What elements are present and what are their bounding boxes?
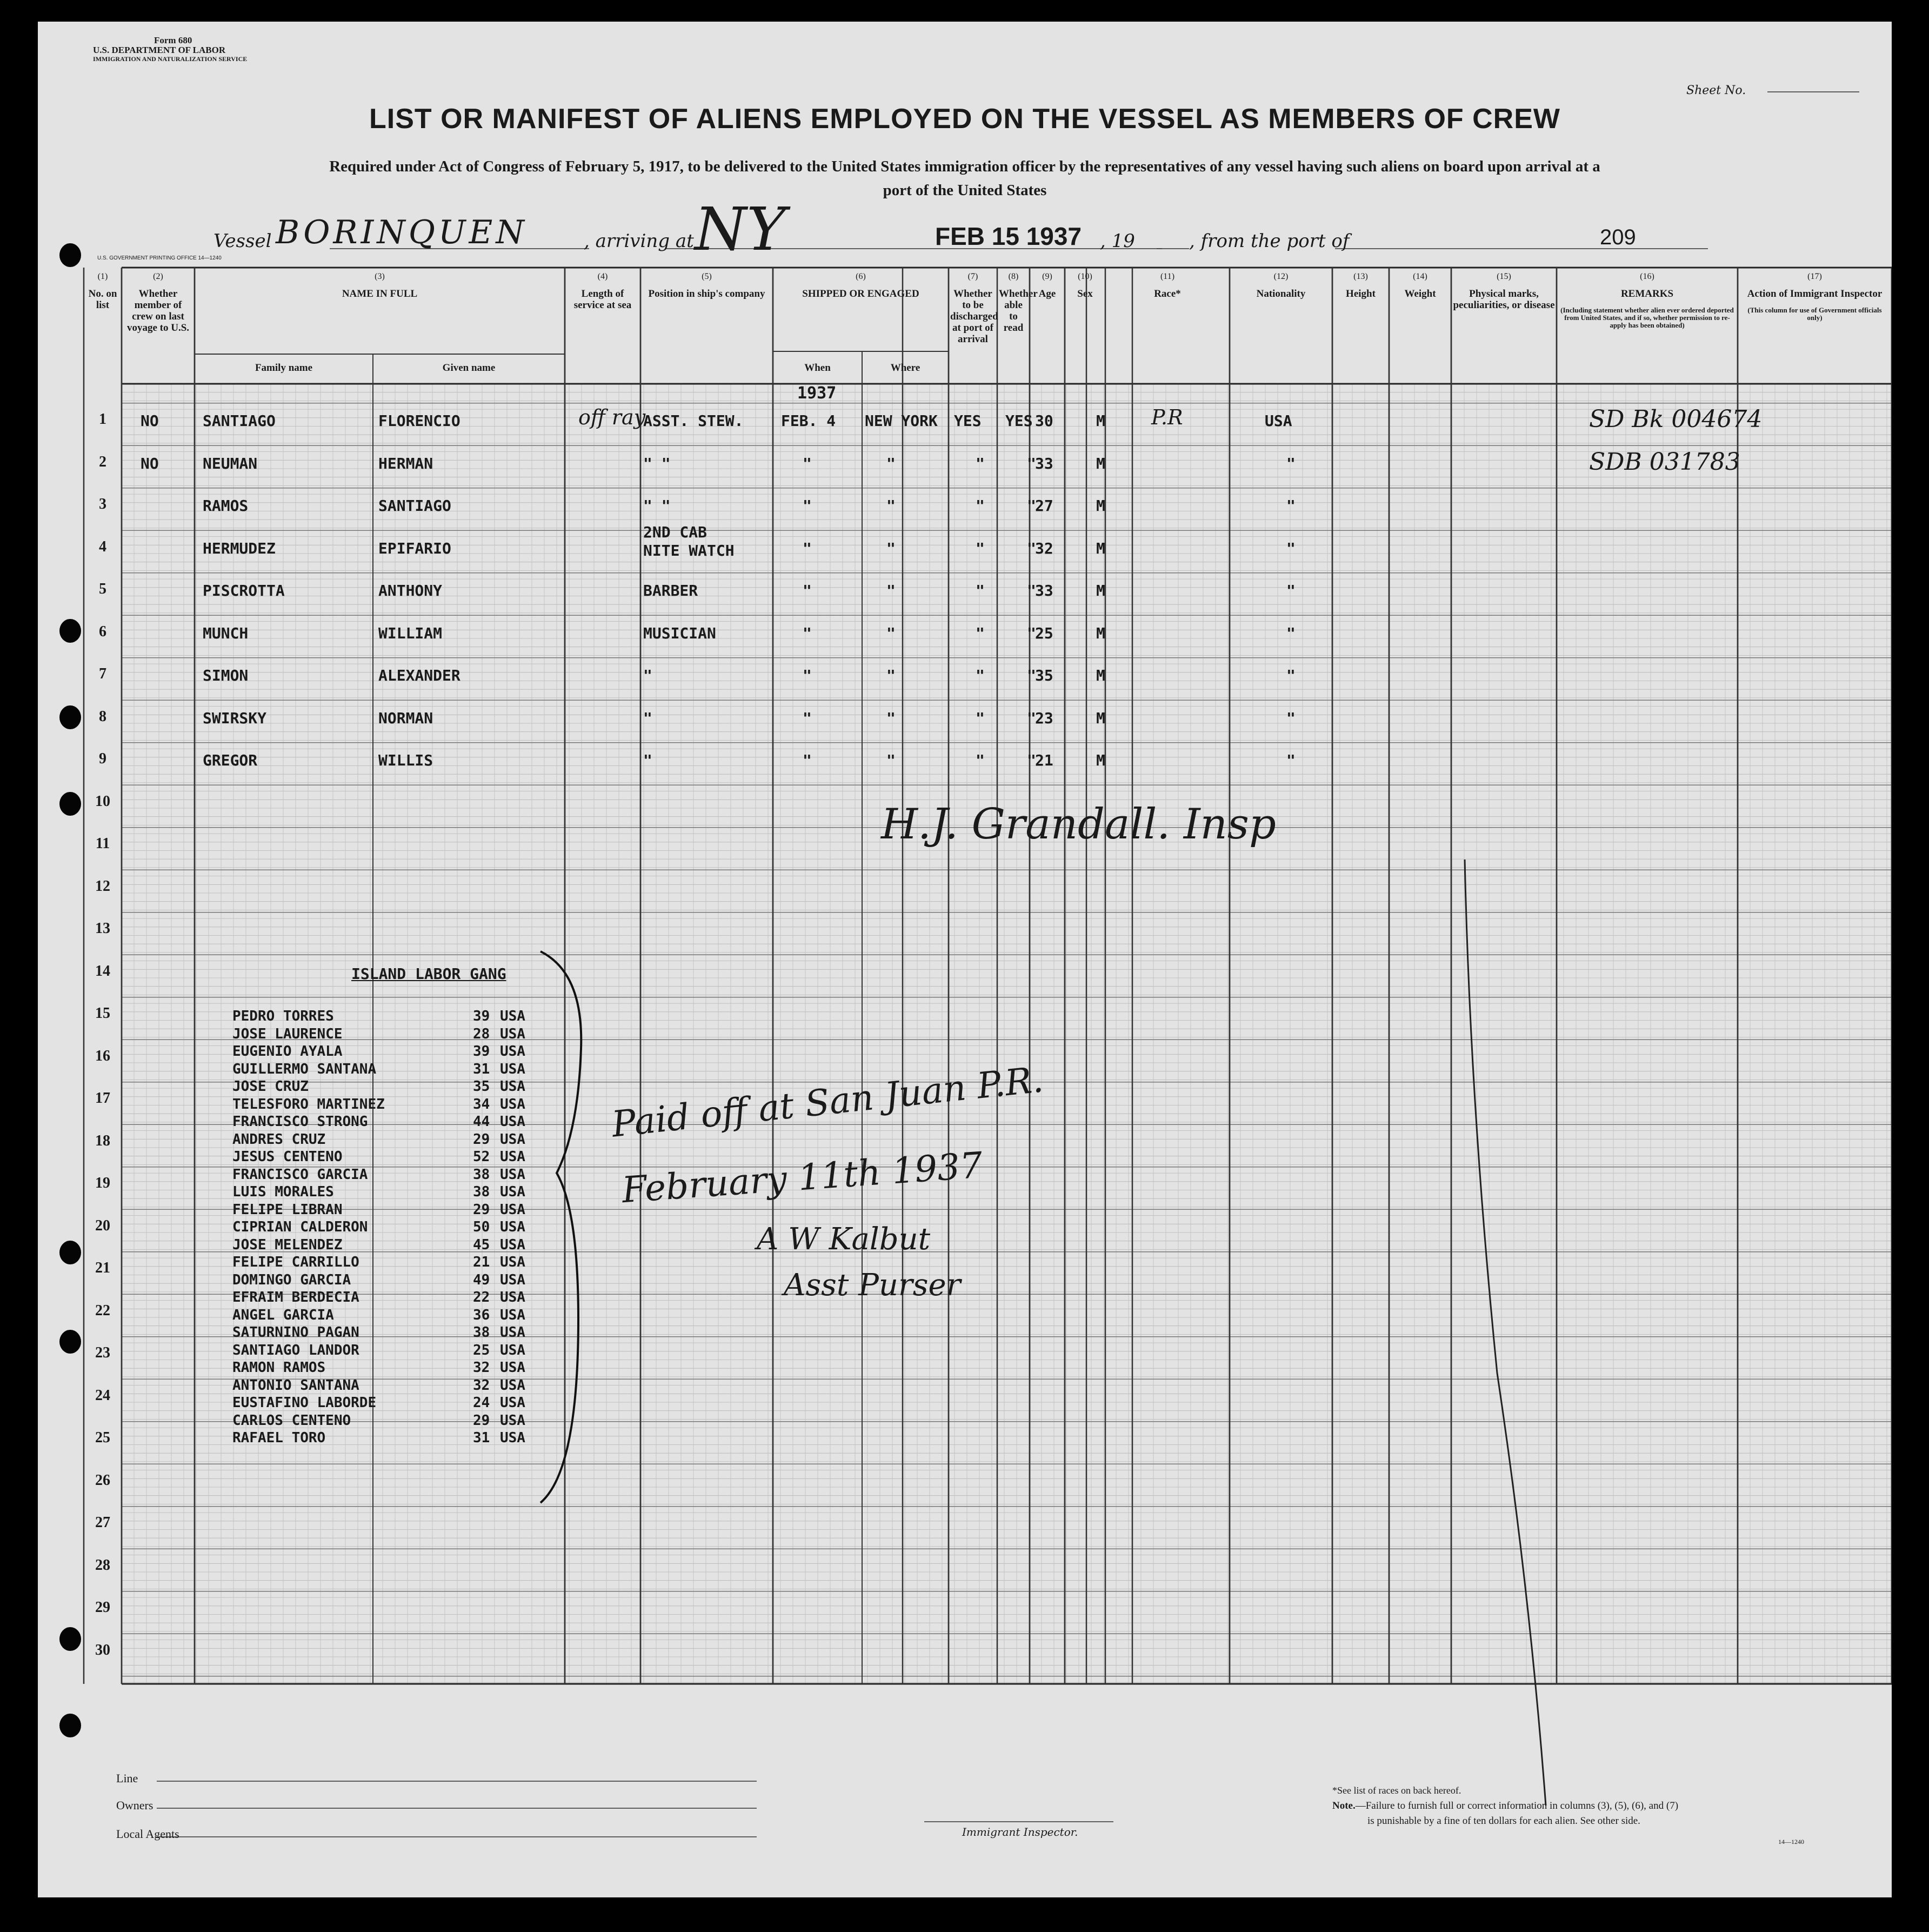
crew-nationality: " — [1286, 539, 1296, 557]
crew-discharged: " — [976, 751, 985, 769]
crew-read: " — [1027, 667, 1036, 684]
crew-nationality: " — [1286, 751, 1296, 769]
crew-family: SWIRSKY — [203, 709, 267, 727]
crew-read: " — [1027, 539, 1036, 557]
gang-member-name: FELIPE LIBRAN — [232, 1201, 343, 1218]
column-note: (This column for use of Government officials only) — [1747, 306, 1882, 322]
gang-member-name: JESUS CENTENO — [232, 1149, 343, 1165]
crew-sex: M — [1096, 582, 1105, 599]
crew-family: SIMON — [203, 667, 249, 684]
gang-member-name: LUIS MORALES — [232, 1184, 334, 1200]
row-number: 20 — [95, 1217, 110, 1234]
form-subtitle-line1: Required under Act of Congress of February 5, 1917, to be delivered to the United States immigration officer by the representatives of any vessel having such aliens on board upon arrival at a — [329, 158, 1600, 175]
gang-member-nationality: USA — [500, 1201, 525, 1218]
footer-note-label: Note. — [1332, 1800, 1356, 1811]
crew-nationality: " — [1286, 454, 1296, 472]
footer-note — [1332, 1800, 1678, 1812]
punch-hole — [59, 1330, 81, 1354]
gang-member-nationality: USA — [500, 1061, 525, 1077]
column-subheader: Family name — [255, 362, 313, 374]
form-number: Form 680 — [154, 35, 192, 45]
inspector-signature: H.J. Grandall. Insp — [881, 800, 1276, 849]
column-header: Race* — [1154, 288, 1181, 299]
crew-when: " — [803, 667, 812, 684]
crew-when: " — [803, 497, 812, 515]
gang-member-age: 52 — [473, 1149, 490, 1165]
gang-member-name: ANDRES CRUZ — [232, 1131, 326, 1148]
crew-family: NEUMAN — [203, 454, 258, 472]
crew-last-voyage: NO — [141, 412, 159, 430]
gang-member-name: RAFAEL TORO — [232, 1430, 326, 1446]
paid-note-signature: A W Kalbut — [757, 1222, 931, 1257]
crew-when: FEB. 4 — [781, 412, 836, 430]
footer-note-text: —Failure to furnish full or correct information in columns (3), (5), (6), and (7) — [1355, 1800, 1679, 1811]
crew-position: " — [643, 709, 652, 727]
gang-member-name: JOSE CRUZ — [232, 1078, 309, 1095]
gang-member-age: 29 — [473, 1412, 490, 1429]
gang-member-age: 22 — [473, 1289, 490, 1305]
vessel-name: BORINQUEN — [276, 214, 528, 251]
crew-position: " — [643, 751, 652, 769]
row-number: 24 — [95, 1387, 110, 1404]
gang-member-nationality: USA — [500, 1412, 525, 1429]
gang-member-nationality: USA — [500, 1166, 525, 1183]
crew-when: " — [803, 454, 812, 472]
crew-family: RAMOS — [203, 497, 249, 515]
row-number: 30 — [95, 1641, 110, 1658]
gang-member-age: 38 — [473, 1166, 490, 1183]
column-header: Sex — [1077, 288, 1093, 299]
paid-note-title: Asst Purser — [784, 1268, 961, 1303]
crew-given: ALEXANDER — [378, 667, 460, 684]
crew-discharged: YES — [954, 412, 982, 430]
punch-hole — [59, 243, 81, 267]
gang-member-age: 29 — [473, 1131, 490, 1148]
crew-read: " — [1027, 624, 1036, 642]
gang-member-name: DOMINGO GARCIA — [232, 1271, 351, 1288]
gang-member-name: CIPRIAN CALDERON — [232, 1219, 368, 1235]
column-number: (6) — [856, 272, 866, 281]
crew-when: " — [803, 539, 812, 557]
crew-position: MUSICIAN — [643, 624, 716, 642]
gang-member-name: SANTIAGO LANDOR — [232, 1342, 359, 1358]
crew-remarks: SDB 031783 — [1589, 448, 1740, 476]
column-header: Action of Immigrant Inspector — [1747, 288, 1883, 299]
crew-family: GREGOR — [203, 751, 258, 769]
gang-member-age: 39 — [473, 1043, 490, 1060]
punch-hole — [59, 705, 81, 729]
crew-read: " — [1027, 751, 1036, 769]
punch-hole — [59, 1627, 81, 1651]
gang-member-age: 24 — [473, 1395, 490, 1411]
column-subheader: Given name — [442, 362, 496, 374]
crew-discharged: " — [976, 667, 985, 684]
crew-where: " — [886, 624, 896, 642]
gang-member-nationality: USA — [500, 1307, 525, 1323]
crew-sex: M — [1096, 497, 1105, 515]
arriving-label: , arriving at — [584, 230, 694, 252]
column-header: REMARKS — [1620, 288, 1674, 299]
manifest-sheet — [38, 22, 1892, 1897]
column-header: Nationality — [1256, 288, 1306, 299]
row-number: 3 — [99, 496, 106, 512]
crew-sex: M — [1096, 667, 1105, 684]
gang-member-name: ANTONIO SANTANA — [232, 1377, 359, 1394]
row-number: 23 — [95, 1344, 110, 1361]
gang-member-age: 38 — [473, 1184, 490, 1200]
island-gang-title: ISLAND LABOR GANG — [351, 965, 506, 983]
crew-when: " — [803, 751, 812, 769]
row-number: 1 — [99, 411, 106, 428]
column-number: (2) — [153, 272, 163, 281]
crew-nationality: " — [1286, 709, 1296, 727]
gang-member-age: 31 — [473, 1430, 490, 1446]
crew-age: 32 — [1035, 539, 1053, 557]
column-subheader: When — [804, 362, 831, 374]
column-header: SHIPPED OR ENGAGED — [802, 288, 919, 299]
gang-member-name: ANGEL GARCIA — [232, 1307, 334, 1323]
footer-note-text2: is punishable by a fine of ten dollars for each alien. See other side. — [1367, 1815, 1640, 1827]
column-number: (1) — [97, 272, 108, 281]
crew-when: " — [803, 624, 812, 642]
crew-age: 30 — [1035, 412, 1053, 430]
crew-given: NORMAN — [378, 709, 433, 727]
column-header: Height — [1346, 288, 1376, 299]
row-number: 17 — [95, 1090, 110, 1107]
gang-member-name: CARLOS CENTENO — [232, 1412, 351, 1429]
paid-note-line2: February 11th 1937 — [620, 1144, 984, 1211]
gang-member-nationality: USA — [500, 1114, 525, 1130]
column-header: Physical marks, peculiarities, or disease — [1453, 288, 1555, 311]
row-number: 16 — [95, 1047, 110, 1064]
crew-read: " — [1027, 709, 1036, 727]
row-number: 7 — [99, 665, 106, 682]
gang-member-age: 25 — [473, 1342, 490, 1358]
gang-member-name: EUSTAFINO LABORDE — [232, 1395, 377, 1411]
gang-member-nationality: USA — [500, 1184, 525, 1200]
crew-position: " — [643, 667, 652, 684]
gang-member-age: 49 — [473, 1271, 490, 1288]
crew-discharged: " — [976, 454, 985, 472]
row-number: 14 — [95, 962, 110, 980]
crew-given: WILLIS — [378, 751, 433, 769]
column-header: Age — [1038, 288, 1056, 299]
crew-family: HERMUDEZ — [203, 539, 276, 557]
row-number: 4 — [99, 538, 106, 555]
gang-member-name: GUILLERMO SANTANA — [232, 1061, 377, 1077]
gang-member-age: 34 — [473, 1096, 490, 1112]
crew-age: 33 — [1035, 582, 1053, 599]
column-number: (4) — [597, 272, 608, 281]
crew-discharged: " — [976, 709, 985, 727]
shipped-year: 1937 — [797, 384, 837, 403]
gang-member-age: 21 — [473, 1254, 490, 1270]
footer-owners-label: Owners — [116, 1798, 153, 1812]
crew-service: off ray — [578, 405, 646, 429]
row-number: 18 — [95, 1132, 110, 1149]
gang-member-age: 50 — [473, 1219, 490, 1235]
crew-age: 21 — [1035, 751, 1053, 769]
crew-family: PISCROTTA — [203, 582, 285, 599]
gang-member-nationality: USA — [500, 1236, 525, 1253]
gang-member-nationality: USA — [500, 1430, 525, 1446]
crew-position: 2ND CAB NITE WATCH — [643, 523, 735, 559]
department-label: U.S. DEPARTMENT OF LABOR — [93, 45, 226, 55]
footer-agents-label: Local Agents — [116, 1827, 179, 1841]
crew-where: NEW YORK — [865, 412, 938, 430]
gang-member-nationality: USA — [500, 1342, 525, 1358]
crew-sex: M — [1096, 751, 1105, 769]
crew-read: " — [1027, 454, 1036, 472]
row-number: 27 — [95, 1514, 110, 1531]
column-number: (13) — [1353, 272, 1368, 281]
bracket-icon — [38, 22, 1892, 1897]
crew-discharged: " — [976, 582, 985, 599]
row-number: 21 — [95, 1260, 110, 1276]
column-header: Whether member of crew on last voyage to U.S. — [126, 288, 190, 334]
crew-given: ANTHONY — [378, 582, 443, 599]
punch-hole — [59, 792, 81, 816]
gang-member-nationality: USA — [500, 1096, 525, 1112]
date-stamp: FEB 15 1937 — [935, 222, 1082, 250]
service-label: IMMIGRATION AND NATURALIZATION SERVICE — [93, 55, 248, 63]
crew-where: " — [886, 539, 896, 557]
footer-races-note: *See list of races on back hereof. — [1332, 1785, 1461, 1796]
crew-age: 23 — [1035, 709, 1053, 727]
printer-note: U.S. GOVERNMENT PRINTING OFFICE 14—1240 — [97, 255, 222, 261]
row-number: 8 — [99, 708, 106, 725]
crew-age: 27 — [1035, 497, 1053, 515]
crew-remarks: SD Bk 004674 — [1589, 405, 1763, 433]
gang-member-age: 44 — [473, 1114, 490, 1130]
gang-member-name: PEDRO TORRES — [232, 1008, 334, 1024]
crew-nationality: " — [1286, 582, 1296, 599]
row-number: 13 — [95, 920, 110, 937]
gang-member-name: SATURNINO PAGAN — [232, 1324, 359, 1341]
crew-nationality: " — [1286, 624, 1296, 642]
crew-family: SANTIAGO — [203, 412, 276, 430]
row-number: 26 — [95, 1471, 110, 1489]
column-number: (11) — [1160, 272, 1175, 281]
gang-member-age: 39 — [473, 1008, 490, 1024]
gang-member-age: 45 — [473, 1236, 490, 1253]
crew-read: " — [1027, 582, 1036, 599]
gang-member-age: 38 — [473, 1324, 490, 1341]
column-number: (16) — [1640, 272, 1654, 281]
footer-inspector-label: Immigrant Inspector. — [962, 1826, 1078, 1838]
crew-where: " — [886, 497, 896, 515]
gang-member-nationality: USA — [500, 1149, 525, 1165]
column-number: (8) — [1008, 272, 1019, 281]
row-number: 6 — [99, 623, 106, 640]
gang-member-name: JOSE MELENDEZ — [232, 1236, 343, 1253]
row-number: 12 — [95, 877, 110, 895]
gang-member-age: 32 — [473, 1377, 490, 1394]
crew-position: " " — [643, 497, 671, 515]
gang-member-nationality: USA — [500, 1008, 525, 1024]
column-number: (15) — [1497, 272, 1511, 281]
gang-member-age: 31 — [473, 1061, 490, 1077]
row-number: 2 — [99, 453, 106, 470]
punch-hole — [59, 1714, 81, 1737]
column-number: (7) — [967, 272, 978, 281]
column-number: (14) — [1413, 272, 1427, 281]
column-number: (12) — [1273, 272, 1289, 281]
crew-read: " — [1027, 497, 1036, 515]
gang-member-age: 29 — [473, 1201, 490, 1218]
row-number: 22 — [95, 1302, 110, 1319]
gang-member-nationality: USA — [500, 1254, 525, 1270]
gang-member-nationality: USA — [500, 1271, 525, 1288]
column-header: Position in ship's company — [648, 288, 765, 299]
row-number: 19 — [95, 1175, 110, 1191]
crew-discharged: " — [976, 624, 985, 642]
crew-nationality: " — [1286, 497, 1296, 515]
vessel-label: Vessel — [213, 230, 272, 252]
crew-read: YES — [1005, 412, 1033, 430]
gang-member-nationality: USA — [500, 1360, 525, 1376]
column-header: Whether able to read — [999, 288, 1038, 334]
column-header: Whether to be discharged at port of arrival — [950, 288, 998, 345]
gang-member-nationality: USA — [500, 1131, 525, 1148]
gang-member-nationality: USA — [500, 1289, 525, 1305]
gang-member-name: RAMON RAMOS — [232, 1360, 326, 1376]
crew-where: " — [886, 751, 896, 769]
row-number: 5 — [99, 581, 106, 597]
gang-member-name: TELESFORO MARTINEZ — [232, 1096, 385, 1112]
gang-member-nationality: USA — [500, 1025, 525, 1042]
gang-member-nationality: USA — [500, 1078, 525, 1095]
punch-hole — [59, 1241, 81, 1264]
crew-given: WILLIAM — [378, 624, 443, 642]
footer-line-label: Line — [116, 1771, 138, 1785]
crew-discharged: " — [976, 497, 985, 515]
gang-member-name: EUGENIO AYALA — [232, 1043, 343, 1060]
gang-member-nationality: USA — [500, 1219, 525, 1235]
punch-hole — [59, 619, 81, 643]
gang-member-nationality: USA — [500, 1395, 525, 1411]
row-number: 25 — [95, 1429, 110, 1446]
crew-given: FLORENCIO — [378, 412, 460, 430]
crew-when: " — [803, 709, 812, 727]
gang-member-age: 36 — [473, 1307, 490, 1323]
gang-member-nationality: USA — [500, 1377, 525, 1394]
column-header: No. on list — [88, 288, 117, 311]
crew-age: 35 — [1035, 667, 1053, 684]
crew-discharged: " — [976, 539, 985, 557]
sheet-number-label: Sheet No. — [1686, 84, 1746, 97]
gang-member-name: FELIPE CARRILLO — [232, 1254, 359, 1270]
row-number: 15 — [95, 1005, 110, 1022]
crew-where: " — [886, 582, 896, 599]
paid-note-line1: Paid off at San Juan P.R. — [610, 1058, 1045, 1145]
year-label: , 19 — [1100, 230, 1135, 252]
crew-sex: M — [1096, 709, 1105, 727]
row-number: 28 — [95, 1556, 110, 1574]
crew-sex: M — [1096, 539, 1105, 557]
row-number: 10 — [95, 792, 110, 810]
crew-position: " " — [643, 454, 671, 472]
crew-given: SANTIAGO — [378, 497, 451, 515]
gang-member-age: 32 — [473, 1360, 490, 1376]
gang-member-name: JOSE LAURENCE — [232, 1025, 343, 1042]
crew-given: EPIFARIO — [378, 539, 451, 557]
crew-family: MUNCH — [203, 624, 249, 642]
arriving-port: NY — [695, 195, 786, 264]
crew-where: " — [886, 667, 896, 684]
row-number: 11 — [95, 835, 110, 852]
crew-when: " — [803, 582, 812, 599]
gang-member-name: FRANCISCO GARCIA — [232, 1166, 368, 1183]
gang-member-age: 35 — [473, 1078, 490, 1095]
form-subtitle-line2: port of the United States — [883, 182, 1047, 199]
crew-age: 25 — [1035, 624, 1053, 642]
crew-sex: M — [1096, 454, 1105, 472]
crew-nationality: USA — [1265, 412, 1292, 430]
column-subheader: Where — [890, 362, 920, 374]
column-number: (17) — [1807, 272, 1822, 281]
gang-member-age: 28 — [473, 1025, 490, 1042]
column-number: (5) — [702, 272, 712, 281]
gang-member-name: EFRAIM BERDECIA — [232, 1289, 359, 1305]
crew-nationality: " — [1286, 667, 1296, 684]
column-number: (3) — [375, 272, 385, 281]
crew-last-voyage: NO — [141, 454, 159, 472]
gang-member-nationality: USA — [500, 1043, 525, 1060]
crew-race: P.R — [1151, 405, 1183, 429]
column-number: (9) — [1042, 272, 1052, 281]
footer-code: 14—1240 — [1778, 1838, 1804, 1846]
crew-age: 33 — [1035, 454, 1053, 472]
crew-position: ASST. STEW. — [643, 412, 744, 430]
crew-where: " — [886, 709, 896, 727]
row-number: 9 — [99, 750, 106, 767]
stamp-number: 209 — [1600, 225, 1636, 249]
crew-sex: M — [1096, 412, 1105, 430]
column-note: (Including statement whether alien ever ordered deported from United States, and if so, whether permission to re-apply has been obtained) — [1560, 306, 1734, 329]
column-header: Length of service at sea — [573, 288, 632, 311]
crew-position: BARBER — [643, 582, 698, 599]
column-header: Weight — [1404, 288, 1436, 299]
crew-given: HERMAN — [378, 454, 433, 472]
form-title: LIST OR MANIFEST OF ALIENS EMPLOYED ON THE VESSEL AS MEMBERS OF CREW — [369, 103, 1560, 135]
gang-member-name: FRANCISCO STRONG — [232, 1114, 368, 1130]
crew-sex: M — [1096, 624, 1105, 642]
crew-where: " — [886, 454, 896, 472]
from-port-label: , from the port of — [1189, 230, 1350, 252]
column-header: NAME IN FULL — [342, 288, 418, 299]
column-number: (10) — [1078, 272, 1092, 281]
gang-member-nationality: USA — [500, 1324, 525, 1341]
row-number: 29 — [95, 1599, 110, 1616]
